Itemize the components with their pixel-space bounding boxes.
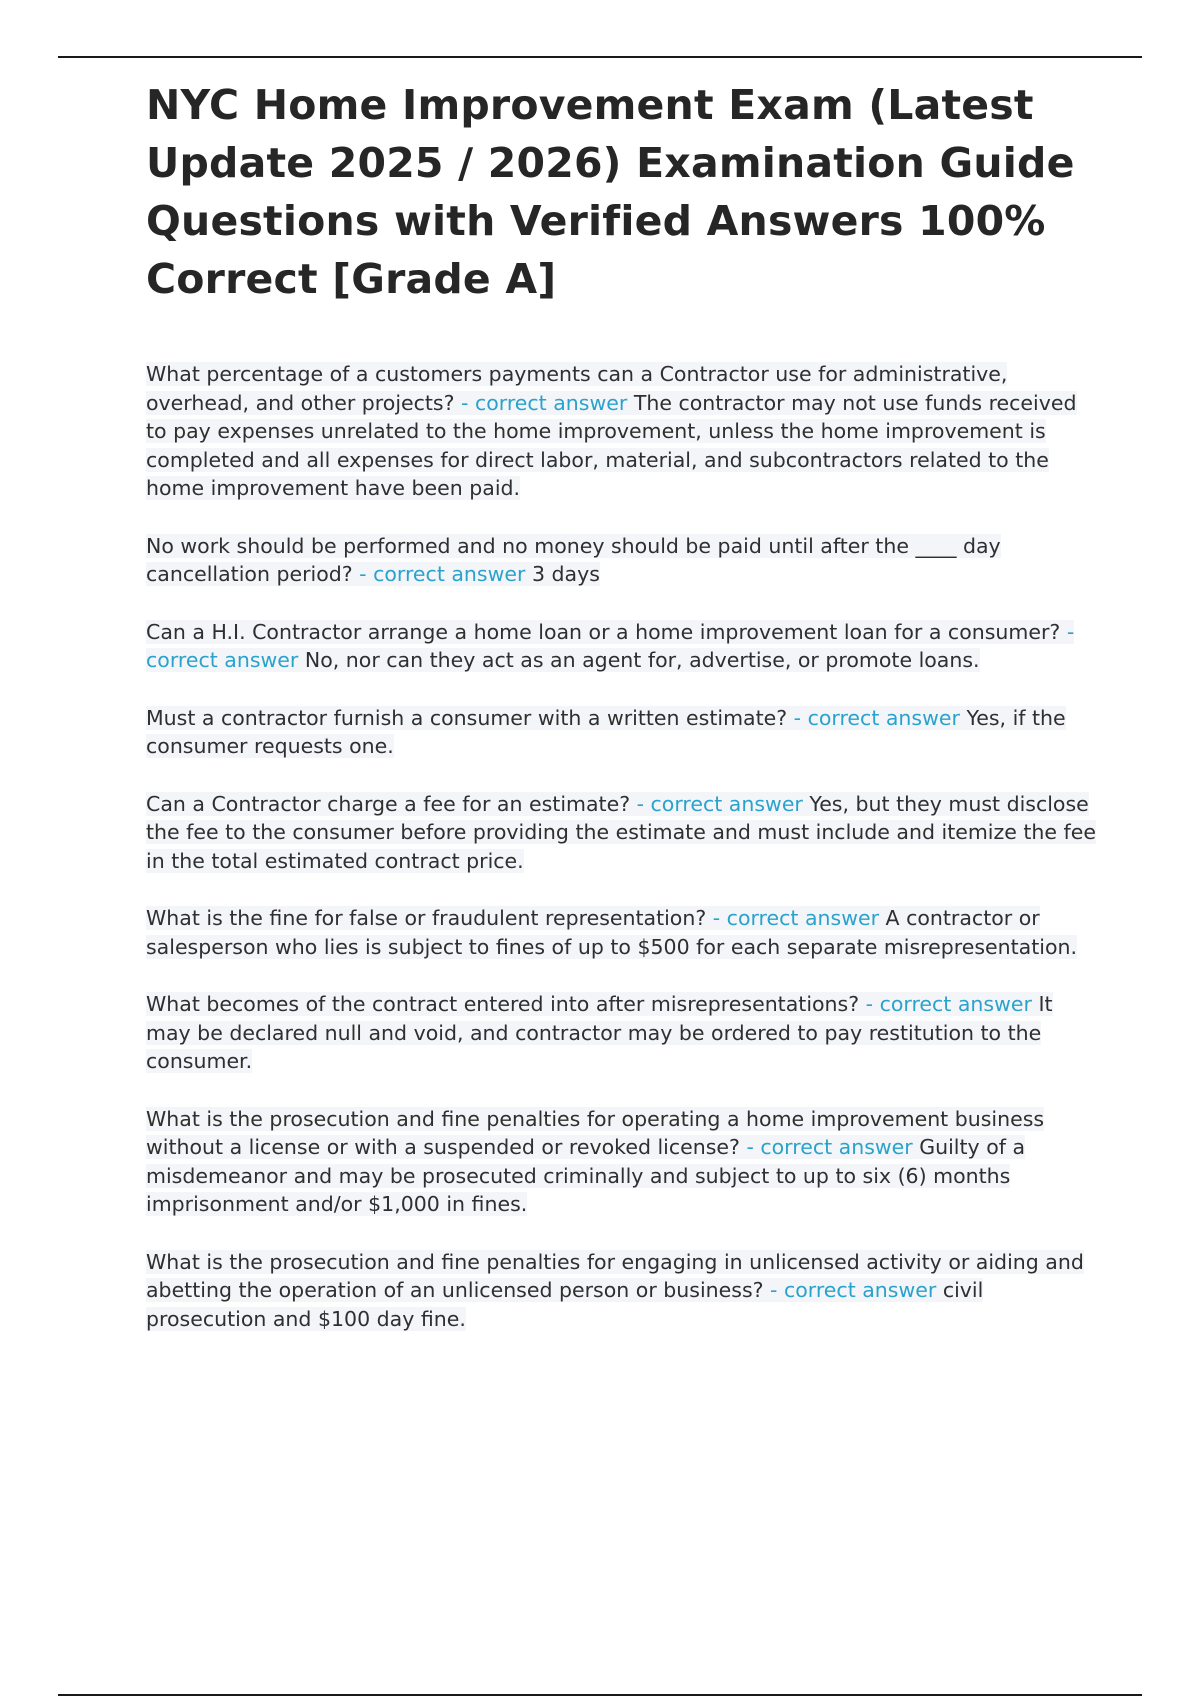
qa-item <box>146 704 1096 761</box>
question-text: What becomes of the contract entered into after misrepresentations? <box>146 992 860 1016</box>
answer-label: correct answer <box>879 992 1032 1016</box>
answer-label: correct answer <box>783 1278 937 1302</box>
answer-separator: - <box>706 906 727 930</box>
qa-item <box>146 360 1096 503</box>
bottom-rule <box>58 1694 1142 1696</box>
qa-item <box>146 1248 1096 1334</box>
answer-label: correct answer <box>474 390 628 415</box>
answer-text: 3 days <box>531 562 600 586</box>
answer-separator: - <box>763 1278 784 1302</box>
answer-text: It may be declared null and void, and contractor may be ordered to pay restitution to the consumer. <box>146 992 1053 1073</box>
answer-separator: - <box>787 705 808 730</box>
question-text: Must a contractor furnish a consumer with a written estimate? <box>146 705 788 730</box>
question-text: What percentage of a customers payments can a Contractor use for administrative, overhead, and other projects? <box>146 362 1008 415</box>
question-text: Can a Contractor charge a fee for an estimate? <box>146 791 631 816</box>
answer-label: correct answer <box>146 648 299 672</box>
answer-text: A contractor or salesperson who lies is subject to fines of up to $500 for each separate misrepresentation. <box>146 906 1078 959</box>
question-text: What is the fine for false or fraudulent representation? <box>146 906 707 930</box>
answer-text: The contractor may not use funds received to pay expenses unrelated to the home improvement, unless the home improvement is completed and all expenses for direct labor, material, and subcontractors related to the home improvement have been paid. <box>146 390 1077 500</box>
qa-item <box>146 990 1096 1076</box>
answer-text: Yes, if the consumer requests one. <box>146 705 1066 758</box>
answer-separator: - <box>859 992 880 1016</box>
answer-text: No, nor can they act as an agent for, advertise, or promote loans. <box>304 648 980 672</box>
top-rule <box>58 56 1142 58</box>
qa-item <box>146 790 1096 876</box>
question-text: No work should be performed and no money should be paid until after the ____ day cancellation period? <box>146 533 1001 586</box>
answer-separator: - <box>630 791 651 816</box>
answer-separator: - <box>739 1135 761 1159</box>
document-body <box>146 76 1096 1362</box>
qa-item <box>146 1105 1096 1219</box>
answer-label: correct answer <box>373 562 526 586</box>
answer-separator: - <box>1060 619 1075 644</box>
qa-item <box>146 618 1096 675</box>
answer-separator: - <box>352 562 374 586</box>
answer-text: civil prosecution and $100 day fine. <box>146 1278 984 1331</box>
qa-list <box>146 360 1096 1333</box>
answer-text: Guilty of a misdemeanor and may be prosecuted criminally and subject to up to six (6) months imprisonment and/or $1,000 in fines. <box>146 1135 1026 1216</box>
answer-text: Yes, but they must disclose the fee to the consumer before providing the estimate and must include and itemize the fee in the total estimated contract price. <box>146 791 1096 873</box>
qa-item <box>146 904 1096 961</box>
document-title: NYC Home Improvement Exam (Latest Update 2025 / 2026) Examination Guide Questions with Verified Answers 100% Correct [Grade A] <box>146 81 1075 303</box>
qa-item <box>146 532 1096 589</box>
answer-label: correct answer <box>726 906 880 930</box>
answer-label: correct answer <box>760 1135 913 1159</box>
answer-separator: - <box>454 390 475 415</box>
question-text: Can a H.I. Contractor arrange a home loan or a home improvement loan for a consumer? <box>146 619 1061 644</box>
question-text: What is the prosecution and fine penalties for operating a home improvement business without a license or with a suspended or revoked license? <box>146 1106 1045 1159</box>
answer-label: correct answer <box>807 705 960 730</box>
answer-label: correct answer <box>650 791 803 816</box>
question-text: What is the prosecution and fine penalties for engaging in unlicensed activity or aiding and abetting the operation of an unlicensed person or business? <box>146 1249 1084 1302</box>
